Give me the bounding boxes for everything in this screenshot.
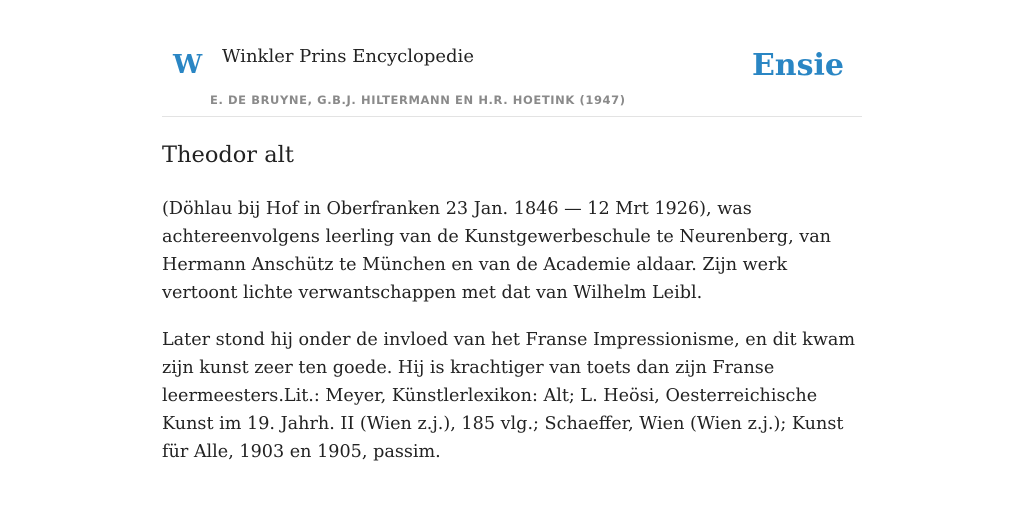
brand-logo[interactable]: Ensie [751, 48, 844, 83]
source-title[interactable]: Winkler Prins Encyclopedie [222, 46, 474, 67]
source-header [162, 0, 862, 117]
source-authors: E. DE BRUYNE, G.B.J. HILTERMANN EN H.R. HOETINK (1947) [210, 93, 626, 107]
source-logo[interactable]: W [173, 50, 203, 80]
article-paragraph: Later stond hij onder de invloed van het Franse Impressionisme, en dit kwam zijn kunst zeer ten goede. Hij is krachtiger van toets dan zijn Franse leermeesters.Lit.: Meyer, Künstlerlexikon: Alt; L. Heösi, Oesterreichische Kunst im 19. Jahrh. II (Wien z.j.), 185 vlg.; Schaeffer, Wien (Wien z.j.); Kunst für Alle, 1903 en 1905, passim. [162, 330, 856, 462]
article-title: Theodor alt [162, 142, 294, 168]
article [162, 138, 862, 485]
article-paragraph: (Döhlau bij Hof in Oberfranken 23 Jan. 1846 — 12 Mrt 1926), was achtereenvolgens leerling van de Kunstgewerbeschule te Neurenberg, van Hermann Anschütz te München en van de Academie aldaar. Zijn werk vertoont lichte verwantschappen met dat van Wilhelm Leibl. [162, 199, 832, 303]
